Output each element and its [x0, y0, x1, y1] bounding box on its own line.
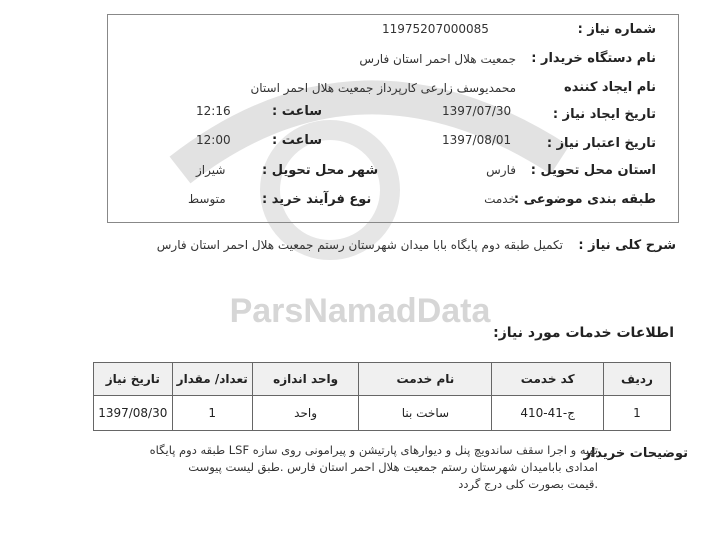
need-number: 11975207000085 — [382, 22, 489, 36]
valid-date-label: تاریخ اعتبار نیاز : — [546, 136, 656, 151]
created-time: 12:16 — [196, 104, 231, 118]
need-number-label: شماره نیاز : — [577, 22, 656, 37]
buyer-notes-line-2: امدادی بابامیدان شهرستان رستم جمعیت هلال احمر استان فارس .طبق لیست پیوست — [188, 460, 598, 474]
col-date: تاریخ نیاز — [94, 363, 173, 396]
province: فارس — [486, 163, 516, 177]
col-unit: واحد اندازه — [252, 363, 359, 396]
services-title: اطلاعات خدمات مورد نیاز: — [493, 325, 674, 341]
buyer-notes-label: توضیحات خریدار — [583, 446, 688, 461]
services-table — [93, 362, 671, 431]
table-row — [94, 396, 671, 431]
buyer-notes-line-1: تهیه و اجرا سقف ساندویچ پنل و دیوارهای پارتیشن و پیرامونی روی سازه LSF طبقه دوم پایگاه — [149, 443, 598, 457]
watermark-brand-text: ParsNamadData — [229, 292, 491, 330]
col-service-code: کد خدمت — [492, 363, 604, 396]
row-index: 1 — [603, 396, 670, 431]
city: شیراز — [196, 163, 226, 177]
buyer-org: جمعیت هلال احمر استان فارس — [359, 52, 516, 66]
row-unit: واحد — [252, 396, 359, 431]
valid-date: 1397/08/01 — [442, 133, 512, 147]
created-time-label: ساعت : — [272, 104, 323, 119]
summary-label: شرح کلی نیاز : — [578, 238, 676, 253]
col-row: ردیف — [603, 363, 670, 396]
buyer-notes-line-3: .قیمت بصورت کلی درج گردد — [458, 477, 598, 491]
row-date: 1397/08/30 — [94, 396, 173, 431]
col-service-name: نام خدمت — [359, 363, 492, 396]
category-label: طبقه بندی موضوعی : — [513, 192, 656, 207]
created-date: 1397/07/30 — [442, 104, 512, 118]
creator-label: نام ایجاد کننده — [564, 80, 656, 95]
col-quantity: تعداد/ مقدار — [172, 363, 252, 396]
row-quantity: 1 — [172, 396, 252, 431]
category: خدمت — [484, 192, 516, 206]
city-label: شهر محل تحویل : — [262, 163, 379, 178]
process: متوسط — [188, 192, 226, 206]
process-label: نوع فرآیند خرید : — [262, 192, 372, 207]
province-label: استان محل تحویل : — [530, 163, 656, 178]
row-service-code: ج-41-410 — [492, 396, 604, 431]
row-service-name: ساخت بنا — [359, 396, 492, 431]
buyer-org-label: نام دستگاه خریدار : — [531, 51, 656, 66]
valid-time: 12:00 — [196, 133, 231, 147]
valid-time-label: ساعت : — [272, 133, 323, 148]
creator: محمدیوسف زارعی کارپرداز جمعیت هلال احمر استان — [250, 81, 516, 95]
created-date-label: تاریخ ایجاد نیاز : — [552, 107, 656, 122]
summary-text: تکمیل طبقه دوم پایگاه بابا میدان شهرستان رستم جمعیت هلال احمر استان فارس — [156, 238, 563, 252]
services-header-row — [94, 363, 671, 396]
